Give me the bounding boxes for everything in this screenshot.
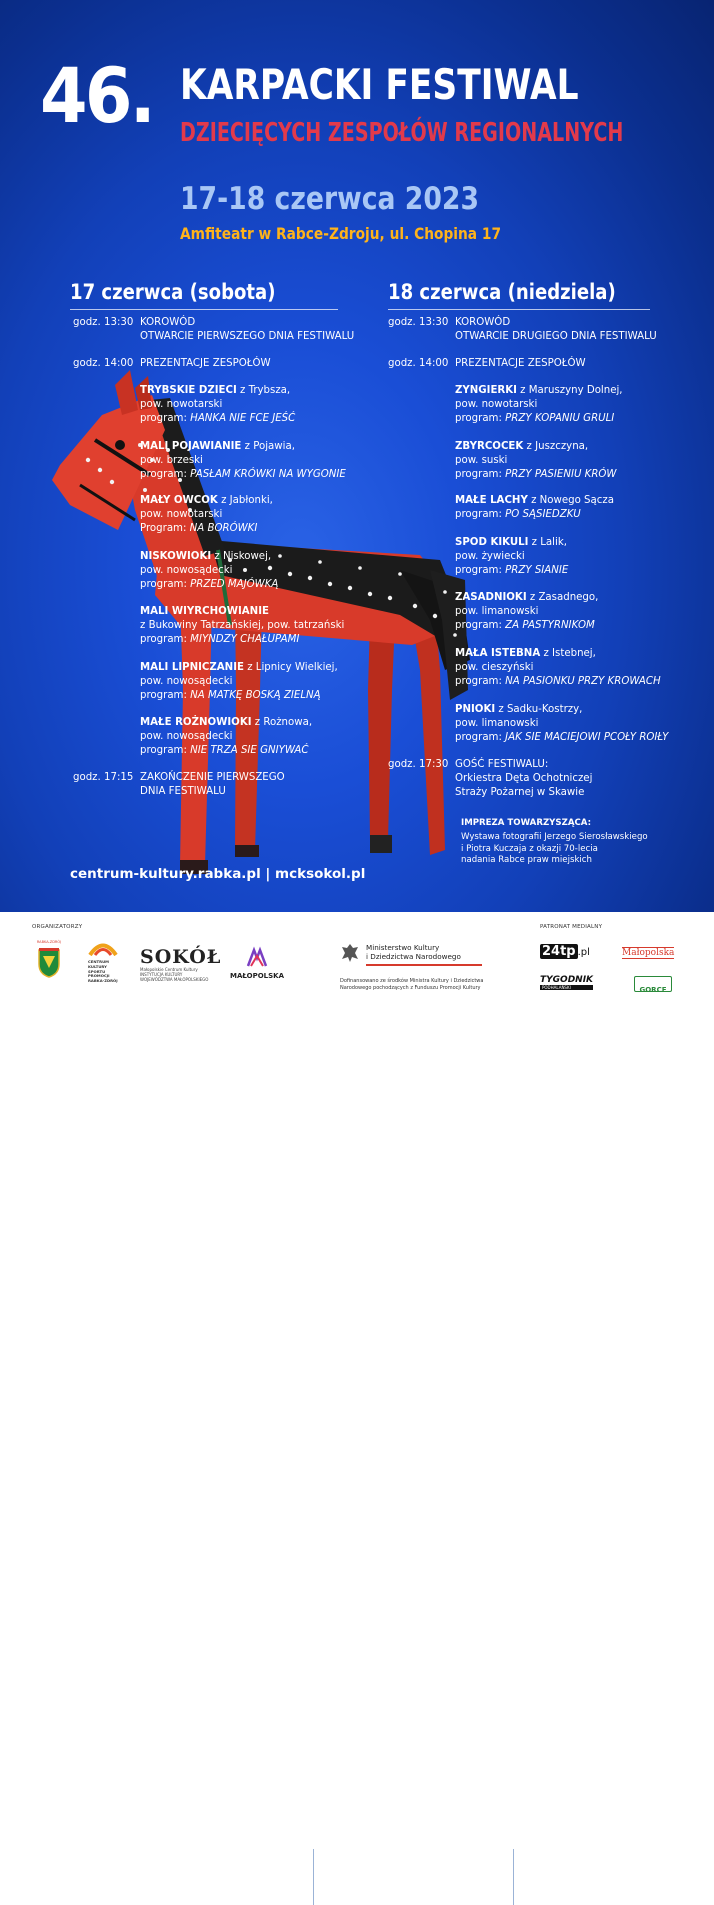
day1-closing-time: godz. 17:15: [73, 772, 134, 783]
program-title: NA BORÓWKI: [189, 523, 258, 534]
media-gorce-text: GORCE: [639, 986, 667, 994]
group-name: PNIOKI: [455, 704, 496, 715]
day2-guest-line1: GOŚĆ FESTIWALU:: [455, 759, 549, 770]
malopolska-mountain-icon: [246, 946, 268, 968]
group-name-line: [455, 494, 614, 509]
program-label: program:: [140, 690, 191, 701]
program-label: program:: [140, 413, 191, 424]
centrum-kultury-logo: [88, 940, 120, 984]
group-county: pow. limanowski: [455, 718, 539, 729]
program-label: program:: [140, 579, 191, 590]
program-label: program:: [455, 620, 506, 631]
group-county: pow. brzeski: [140, 455, 203, 466]
group-name-line: [455, 591, 598, 606]
day1-presentations-label: PREZENTACJE ZESPOŁÓW: [140, 358, 271, 369]
program-title: JAK SIE MACIEJOWI PCOŁY ROIŁY: [505, 732, 669, 743]
group-county: pow. nowosądecki: [140, 676, 233, 687]
group-county: pow. suski: [455, 455, 508, 466]
group-program-line: [455, 508, 581, 523]
companion-event-line3: nadania Rabce praw miejskich: [461, 855, 592, 866]
group-program-line: [455, 675, 661, 690]
ministry-red-bar: [366, 964, 482, 966]
program-title: PASŁAM KRÓWKI NA WYGONIE: [190, 469, 346, 480]
sokol-sub: INSTYTUCJA KULTURY: [140, 972, 183, 977]
group-name-line: [140, 605, 269, 620]
group-program-line: [455, 619, 595, 634]
group-name: ZYNGIERKI: [455, 385, 517, 396]
companion-event: [461, 818, 648, 867]
group-origin: z Maruszyny Dolnej,: [516, 385, 623, 396]
group-name: MAŁA ISTEBNA: [455, 648, 541, 659]
group-origin: z Istebnej,: [540, 648, 596, 659]
sponsor-footer: [0, 912, 714, 1000]
group-county: pow. nowosądecki: [140, 565, 233, 576]
festival-title: KARPACKI FESTIWAL: [180, 60, 579, 109]
day1-closing-line2: DNIA FESTIWALU: [140, 786, 226, 797]
ministry-name-line1: Ministerstwo Kultury: [366, 943, 440, 952]
group-name: ZASADNIOKI: [455, 592, 527, 603]
group-county: pow. żywiecki: [455, 551, 525, 562]
ck-line: RABKA-ZDRÓJ: [88, 978, 118, 984]
program-title: NA PASIONKU PRZY KROWACH: [505, 676, 661, 687]
group-origin: z Juszczyna,: [523, 441, 589, 452]
program-label: program:: [455, 413, 506, 424]
ck-line: CENTRUM: [88, 959, 109, 964]
day2-guest-line3: Straży Pożarnej w Skawie: [455, 787, 585, 798]
group-name-line: [455, 440, 588, 455]
group-program-line: [455, 468, 617, 483]
day1-opening-time: godz. 13:30: [73, 317, 134, 328]
malopolska-wordmark: MAŁOPOLSKA: [229, 972, 284, 980]
group-origin: z Zasadnego,: [526, 592, 599, 603]
day1-opening-line1: KOROWÓD: [140, 317, 196, 328]
footer-divider: [513, 1849, 514, 1905]
group-name-line: [140, 550, 271, 565]
program-title: PO SĄSIEDZKU: [505, 509, 581, 520]
program-title: PRZY SIANIE: [505, 565, 569, 576]
sokol-logo: [140, 948, 221, 982]
day2-divider: [388, 309, 650, 310]
media-malopolska-logo: [622, 947, 674, 959]
group-name: NISKOWIOKI: [140, 551, 212, 562]
day2-guest-line2: Orkiestra Dęta Ochotniczej: [455, 773, 593, 784]
malopolska-logo: [225, 946, 289, 980]
group-origin: z Rożnowa,: [251, 717, 313, 728]
program-title: NIE TRZA SIE GNIYWAĆ: [190, 745, 309, 756]
program-title: PRZY KOPANIU GRULI: [505, 413, 615, 424]
media-patronage-label: PATRONAT MEDIALNY: [540, 924, 603, 930]
program-title: PRZED MAJÓWKĄ: [190, 579, 279, 590]
program-label: program:: [455, 509, 506, 520]
sokol-wordmark: SOKÓŁ: [140, 946, 222, 968]
organizers-label: ORGANIZATORZY: [32, 924, 83, 930]
funding-note-line1: Dofinansowano ze środków Ministra Kultury i Dziedzictwa: [340, 978, 484, 984]
footer-divider: [313, 1849, 314, 1905]
group-program-line: [140, 468, 346, 483]
group-county: pow. nowotarski: [455, 399, 538, 410]
group-origin: z Trybsza,: [236, 385, 291, 396]
day1-presentations-time: godz. 14:00: [73, 358, 134, 369]
media-malopolska-text: Małopolska: [622, 948, 675, 958]
website-links[interactable]: centrum-kultury.rabka.pl | mcksokol.pl: [70, 866, 366, 882]
group-origin: z Nowego Sącza: [527, 495, 614, 506]
group-name: MAŁE ROŻNOWIOKI: [140, 717, 252, 728]
ministry-name-line2: i Dziedzictwa Narodowego: [366, 951, 461, 961]
media-24tp-suffix: .pl: [577, 947, 590, 958]
program-title: HANKA NIE FCE JEŚĆ: [190, 413, 296, 424]
day1-opening-line2: OTWARCIE PIERWSZEGO DNIA FESTIWALU: [140, 331, 355, 342]
crest-label: RABKA-ZDRÓJ: [36, 940, 62, 944]
companion-event-heading: IMPREZA TOWARZYSZĄCA:: [461, 818, 592, 828]
media-tygodnik-sub: PODHALAŃSKI: [540, 985, 593, 990]
group-origin: z Niskowej,: [211, 551, 272, 562]
ck-arc-icon: [88, 940, 118, 956]
group-origin: z Sadku-Kostrzy,: [495, 704, 583, 715]
group-name: SPOD KIKULI: [455, 537, 529, 548]
day2-presentations-label: PREZENTACJE ZESPOŁÓW: [455, 358, 586, 369]
group-county: z Bukowiny Tatrzańskiej, pow. tatrzański: [140, 620, 345, 631]
group-name: MALI POJAWIANIE: [140, 441, 242, 452]
group-program-line: [455, 731, 668, 746]
group-county: pow. limanowski: [455, 606, 539, 617]
program-label: program:: [140, 745, 191, 756]
group-origin: z Jabłonki,: [217, 495, 273, 506]
group-program-line: [140, 689, 321, 704]
group-name-line: [140, 440, 295, 455]
day2-presentations-time: godz. 14:00: [388, 358, 449, 369]
program-title: ZA PASTYRNIKOM: [505, 620, 595, 631]
group-name: TRYBSKIE DZIECI: [140, 385, 237, 396]
group-name-line: [140, 661, 338, 676]
group-program-line: [455, 412, 614, 427]
day2-opening-line2: OTWARCIE DRUGIEGO DNIA FESTIWALU: [455, 331, 657, 342]
festival-edition-number: 46.: [40, 51, 154, 140]
ck-line: SPORTU: [88, 968, 106, 974]
program-label: program:: [455, 676, 506, 687]
program-title: PRZY PASIENIU KRÓW: [505, 469, 617, 480]
group-name-line: [455, 384, 623, 399]
sokol-sub: WOJEWÓDZTWA MAŁOPOLSKIEGO: [140, 977, 209, 982]
group-name-line: [455, 703, 582, 718]
media-gorce-logo: [634, 976, 672, 992]
group-program-line: [455, 564, 568, 579]
rabka-zdroj-crest-logo: [36, 940, 62, 978]
group-origin: z Lalik,: [528, 537, 567, 548]
festival-subtitle: DZIECIĘCYCH ZESPOŁÓW REGIONALNYCH: [180, 118, 624, 148]
group-name: MAŁY OWCOK: [140, 495, 218, 506]
program-label: program:: [455, 732, 506, 743]
group-name: MALI LIPNICZANIE: [140, 662, 244, 673]
companion-event-line2: i Piotra Kuczaja z okazji 70-lecia: [461, 843, 598, 854]
program-label: Program:: [140, 523, 190, 534]
group-county: pow. nowotarski: [140, 399, 223, 410]
group-county: pow. cieszyński: [455, 662, 534, 673]
media-tygodnik-logo: [540, 976, 593, 990]
day2-guest-time: godz. 17:30: [388, 759, 449, 770]
group-program-line: [140, 522, 257, 537]
festival-venue: Amfiteatr w Rabce-Zdroju, ul. Chopina 17: [180, 224, 502, 243]
group-name-line: [140, 494, 273, 509]
ck-line: KULTURY: [88, 963, 107, 969]
day2-opening-time: godz. 13:30: [388, 317, 449, 328]
ck-line: PROMOCJI: [88, 973, 110, 979]
group-name-line: [140, 384, 290, 399]
media-tygodnik-text: TYGODNIK: [540, 975, 594, 985]
program-label: program:: [140, 469, 191, 480]
day1-divider: [70, 309, 338, 310]
group-county: pow. nowotarski: [140, 509, 223, 520]
crest-icon: [37, 946, 61, 978]
day2-heading: 18 czerwca (niedziela): [388, 280, 616, 304]
group-name: MAŁE LACHY: [455, 495, 528, 506]
festival-dates: 17-18 czerwca 2023: [180, 181, 480, 217]
group-name: MALI WIYRCHOWIANIE: [140, 606, 269, 617]
poster-background: [0, 0, 714, 912]
program-label: program:: [140, 634, 191, 645]
day1-heading: 17 czerwca (sobota): [70, 280, 276, 304]
program-title: NA MATKĘ BOSKĄ ZIELNĄ: [190, 690, 321, 701]
polish-eagle-icon: [340, 942, 360, 964]
day1-closing-line1: ZAKOŃCZENIE PIERWSZEGO: [140, 772, 285, 783]
group-name-line: [140, 716, 312, 731]
group-name-line: [455, 647, 596, 662]
day2-opening-line1: KOROWÓD: [455, 317, 511, 328]
group-program-line: [140, 744, 308, 759]
media-24tp-mark: 24tp: [542, 944, 576, 959]
group-program-line: [140, 578, 278, 593]
sokol-sub: Małopolskie Centrum Kultury: [140, 967, 198, 972]
group-origin: z Lipnicy Wielkiej,: [243, 662, 338, 673]
program-label: program:: [455, 469, 506, 480]
group-name: ZBYRCOCEK: [455, 441, 524, 452]
group-origin: z Pojawia,: [241, 441, 295, 452]
group-county: pow. nowosądecki: [140, 731, 233, 742]
companion-event-line1: Wystawa fotografii Jerzego Sierosławskiego: [461, 832, 648, 843]
program-label: program:: [455, 565, 506, 576]
media-24tp-logo: [540, 944, 590, 959]
group-program-line: [140, 633, 299, 648]
funding-note-line2: Narodowego pochodzących z Funduszu Promocji Kultury: [340, 985, 481, 991]
group-program-line: [140, 412, 295, 427]
program-title: MIYNDZY CHAŁUPAMI: [190, 634, 300, 645]
group-name-line: [455, 536, 567, 551]
